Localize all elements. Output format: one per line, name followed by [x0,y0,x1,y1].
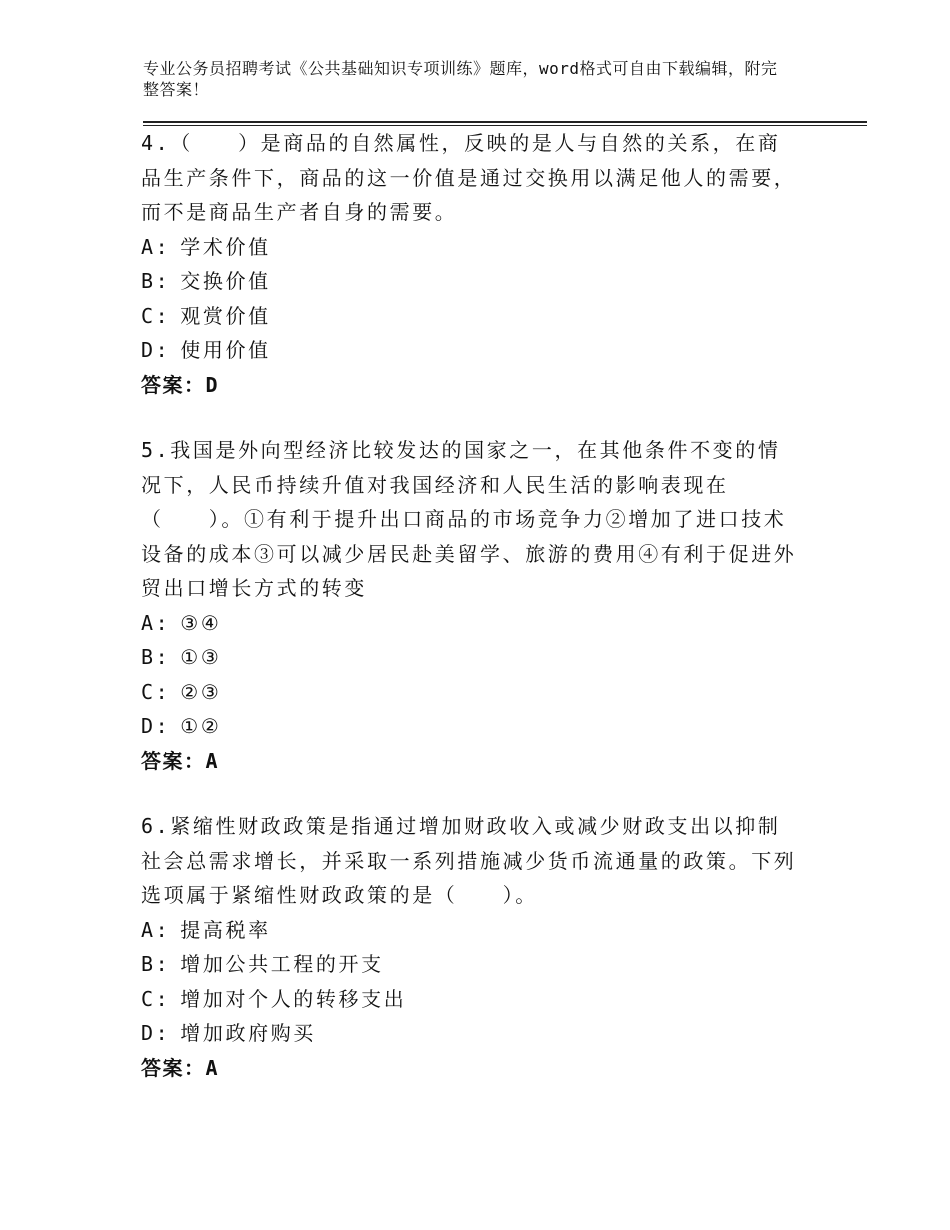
option-d [141,709,801,744]
document-header: 专业公务员招聘考试《公共基础知识专项训练》题库，word格式可自由下载编辑，附完整答案！ [143,59,778,99]
option-key: B: [141,269,171,293]
question-block-6 [141,809,801,1085]
option-d [141,1016,801,1051]
option-key: A: [141,917,171,942]
option-b [141,640,801,675]
option-text: 增加对个人的转移支出 [180,986,407,1011]
option-key: C: [141,303,171,328]
option-a [141,606,801,641]
option-d [141,333,801,368]
option-key: D: [141,1021,171,1045]
option-c [141,299,801,334]
option-b [141,264,801,299]
option-text: 使用价值 [180,338,271,362]
answer-label: 答案： [141,372,206,397]
option-text: ③④ [180,610,222,635]
option-key: C: [141,679,171,704]
option-text: 增加公共工程的开支 [180,952,384,976]
option-key: C: [141,986,171,1011]
option-key: D: [141,338,171,362]
question-stem: 5.我国是外向型经济比较发达的国家之一，在其他条件不变的情况下，人民币持续升值对我国经济和人民生活的影响表现在（ ）。①有利于提升出口商品的市场竞争力②增加了进口技术设备的成本③可以减少居民赴美留学、旅游的费用④有利于促进外贸出口增长方式的转变 [141,438,797,600]
answer-value: A [205,1055,220,1080]
answer-value: A [205,748,220,773]
option-text: 学术价值 [180,234,271,259]
question-block-5 [141,433,801,778]
question-stem: 4.（ ）是商品的自然属性，反映的是人与自然的关系，在商品生产条件下，商品的这一价值是通过交换用以满足他人的需要，而不是商品生产者自身的需要。 [141,131,797,224]
answer-label: 答案： [141,748,206,773]
option-key: B: [141,645,171,669]
option-text: ①③ [180,645,222,669]
question-block-4 [141,126,801,402]
option-a [141,913,801,948]
answer-label: 答案： [141,1055,206,1080]
option-text: ②③ [180,679,222,704]
option-text: 交换价值 [180,269,271,293]
option-key: D: [141,714,171,738]
option-c [141,982,801,1017]
option-text: 提高税率 [180,917,271,942]
answer-line [141,368,801,403]
option-key: B: [141,952,171,976]
option-a [141,230,801,265]
answer-line [141,744,801,779]
option-text: ①② [180,714,222,738]
option-key: A: [141,234,171,259]
question-stem: 6.紧缩性财政政策是指通过增加财政收入或减少财政支出以抑制社会总需求增长，并采取一系列措施减少货币流通量的政策。下列选项属于紧缩性财政政策的是（ ）。 [141,814,797,907]
option-text: 观赏价值 [180,303,271,328]
answer-value: D [205,372,220,397]
option-b [141,947,801,982]
answer-line [141,1051,801,1086]
option-c [141,675,801,710]
option-key: A: [141,610,171,635]
option-text: 增加政府购买 [180,1021,316,1045]
